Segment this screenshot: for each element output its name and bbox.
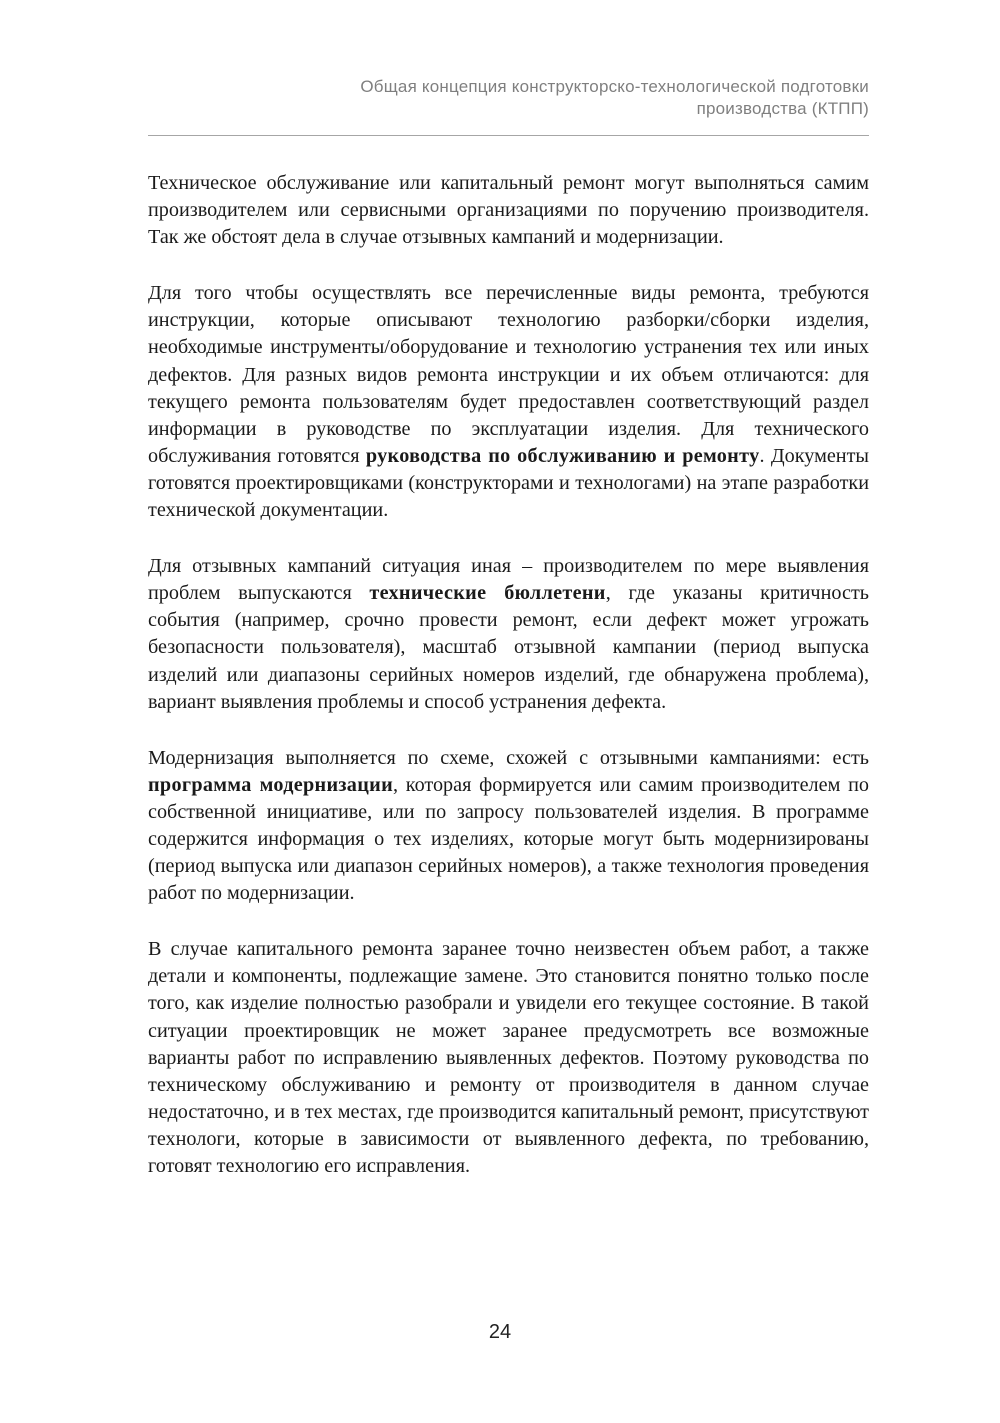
paragraph-1-text: Техническое обслуживание или капитальный ремонт могут выполняться самим производителем или сервисными организациями по поручению производителя. Так же обстоят дела в случае отзывных кампаний и модернизации. [148,172,869,249]
page-number: 24 [488,1321,512,1343]
paragraph-4-text-before: Модернизация выполняется по схеме, схожей с отзывными кампаниями: есть [148,746,869,769]
paragraph-3-text-after: , где указаны критичность события (например, срочно провести ремонт, если дефект может угрожать безопасности пользователя), масштаб отзывной кампании (период выпуска изделий или диапазоны серийных номеров изделий, где обнаружена проблема), вариант выявления проблемы и способ устранения дефекта. [148,582,869,713]
paragraph-1 [148,170,869,251]
body-text [148,170,869,1180]
paragraph-2 [148,280,869,524]
paragraph-2-text-after: . Документы готовятся проектировщиками (конструкторами и технологами) на этапе разработки технической документации. [148,444,869,522]
term-modernization-program: программа модернизации [148,773,393,796]
paragraph-5 [148,936,869,1180]
running-header-line-1: Общая концепция конструкторско-технологической подготовки [360,77,869,96]
term-technical-bulletins: технические бюллетени [369,582,606,605]
paragraph-3-text-before: Для отзывных кампаний ситуация иная – производителем по мере выявления проблем выпускаются [148,555,869,605]
term-repair-manuals: руководства по обслуживанию и ремонту [365,444,760,467]
header-divider [148,135,869,136]
paragraph-5-text: В случае капитального ремонта заранее точно неизвестен объем работ, а также детали и компоненты, подлежащие замене. Это становится понятно только после того, как изделие полностью разобрали и увидели его текущее состояние. В такой ситуации проектировщик не может заранее предусмотреть все возможные варианты работ по исправлению выявленных дефектов. Поэтому руководства по техническому обслуживанию и ремонту от производителя в данном случае недостаточно, и в тех местах, где производится капитальный ремонт, присутствуют технологи, которые в зависимости от выявленного дефекта, по требованию, готовят технологию его исправления. [148,938,869,1177]
paragraph-3 [148,553,869,716]
running-header [169,76,869,120]
paragraph-2-text-before: Для того чтобы осуществлять все перечисленные виды ремонта, требуются инструкции, которые описывают технологию разборки/сборки изделия, необходимые инструменты/оборудование и технологию устранения тех или иных дефектов. Для разных видов ремонта инструкции и их объем отличаются: для текущего ремонта пользователям будет предоставлен соответствующий раздел информации в руководстве по эксплуатации изделия. Для технического обслуживания готовятся [148,282,869,467]
paragraph-4 [148,745,869,908]
running-header-line-2: производства (КТПП) [696,99,869,118]
paragraph-4-text-after: , которая формируется или самим производителем по собственной инициативе, или по запросу пользователей изделия. В программе содержится информация о тех изделиях, которые могут быть модернизированы (период выпуска или диапазон серийных номеров), а также технология проведения работ по модернизации. [148,773,869,905]
